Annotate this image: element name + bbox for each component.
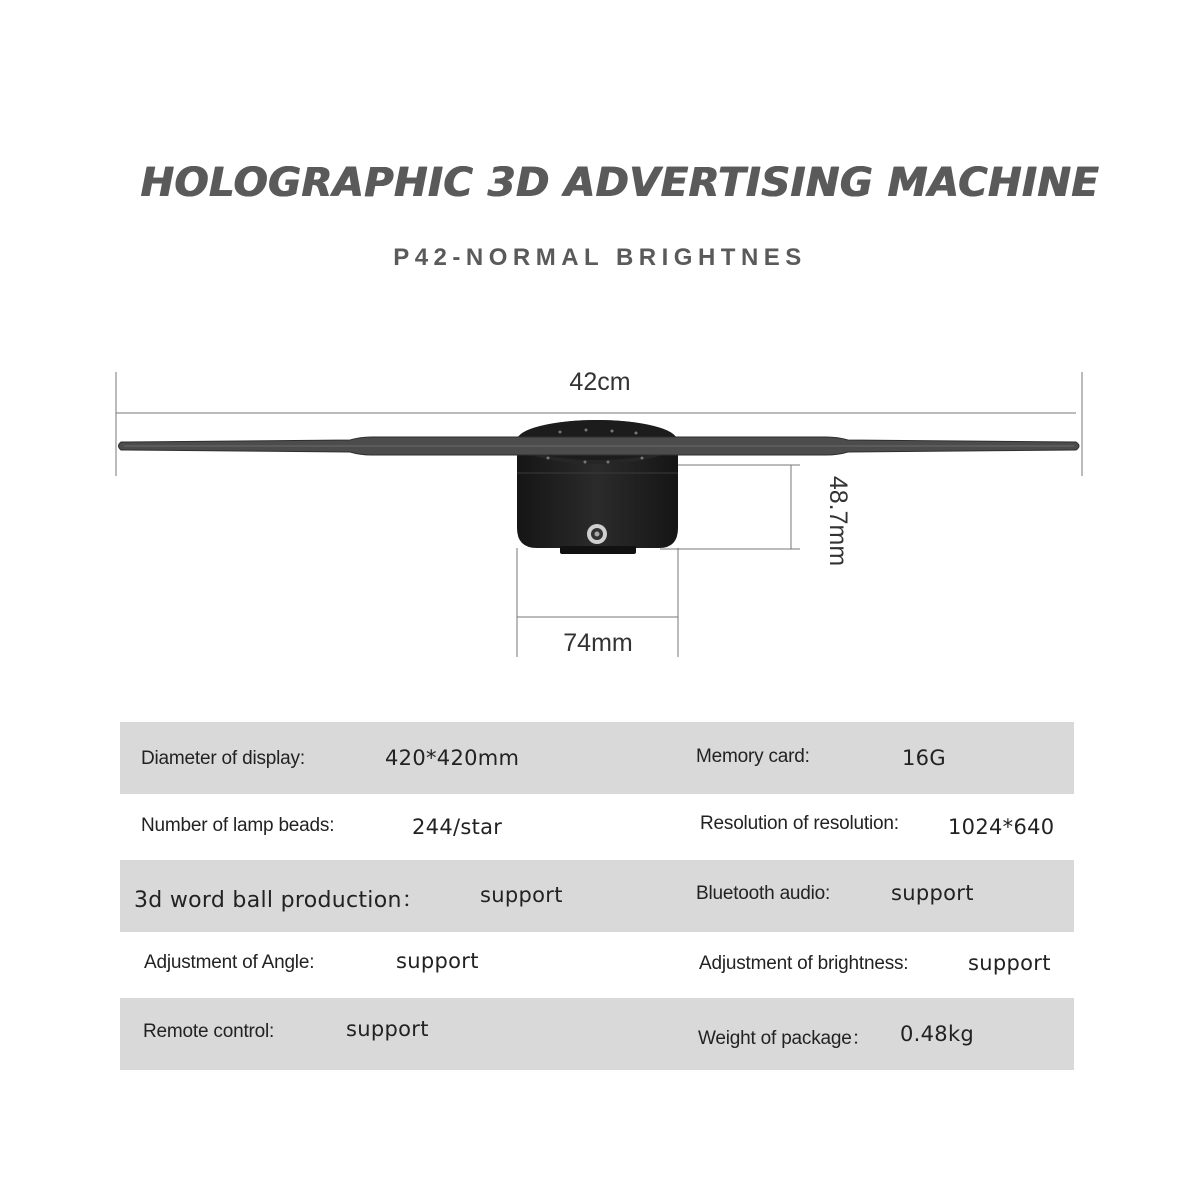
spec-label: Resolution of resolution: (700, 813, 899, 834)
spec-value: 1024*640 (948, 815, 1055, 839)
spec-value: 244/star (412, 815, 503, 839)
spec-label: Number of lamp beads: (141, 815, 335, 836)
spec-row (120, 932, 1074, 998)
spec-label: Diameter of display: (141, 748, 305, 769)
spec-row (120, 860, 1074, 932)
spec-value: support (480, 883, 563, 907)
spec-value: support (891, 881, 974, 905)
page-title: HOLOGRAPHIC 3D ADVERTISING MACHINE (140, 160, 1100, 206)
diameter-label: 74mm (563, 629, 633, 657)
spec-value: 0.48kg (900, 1022, 975, 1046)
spec-label: Bluetooth audio: (696, 883, 831, 904)
spec-label: Remote control: (143, 1021, 275, 1042)
spec-row (120, 794, 1074, 860)
hologram-fan-device (119, 420, 1080, 554)
spec-value: support (396, 949, 479, 973)
spec-value: 16G (902, 746, 946, 770)
spec-label: Weight of package： (698, 1028, 871, 1049)
spec-table (120, 722, 1074, 1070)
device-bottom-plate (560, 546, 636, 554)
spec-value: 420*420mm (385, 746, 520, 770)
model-subtitle: P42-NORMAL BRIGHTNES (393, 244, 807, 271)
spec-value: support (968, 951, 1051, 975)
spec-label: Adjustment of brightness: (699, 953, 909, 974)
spec-value: support (346, 1017, 429, 1041)
spec-row (120, 998, 1074, 1070)
spec-label: Adjustment of Angle: (144, 952, 315, 973)
width-label: 42cm (569, 368, 631, 396)
spec-row (120, 722, 1074, 794)
spec-label: 3d word ball production： (134, 888, 425, 913)
height-label: 48.7mm (824, 475, 852, 567)
spec-label: Memory card: (696, 746, 810, 767)
